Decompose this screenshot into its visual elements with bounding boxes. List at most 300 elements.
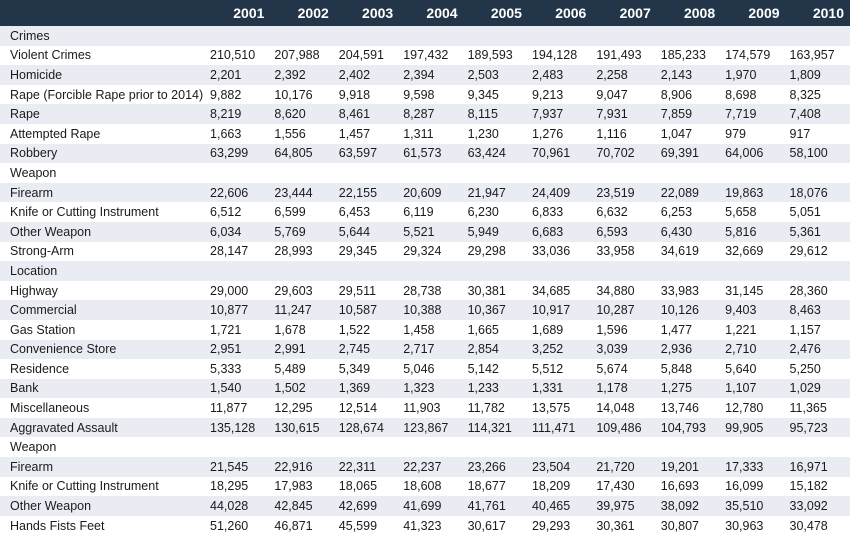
value-cell: 41,699 [399,496,463,516]
value-cell [528,261,592,281]
value-cell: 6,253 [657,202,721,222]
value-cell [335,163,399,183]
value-cell: 22,606 [206,183,270,203]
value-cell [464,163,528,183]
value-cell: 1,522 [335,320,399,340]
value-cell [206,261,270,281]
value-cell: 20,609 [399,183,463,203]
year-header: 2008 [657,0,721,26]
value-cell: 42,699 [335,496,399,516]
value-cell: 1,809 [786,65,850,85]
row-label: Other Weapon [0,222,206,242]
value-cell: 2,951 [206,340,270,360]
value-cell: 6,119 [399,202,463,222]
value-cell: 2,143 [657,65,721,85]
value-cell: 7,931 [592,104,656,124]
table-row [0,183,850,203]
value-cell: 63,424 [464,144,528,164]
value-cell: 31,145 [721,281,785,301]
value-cell: 104,793 [657,418,721,438]
value-cell: 64,805 [270,144,334,164]
value-cell: 10,587 [335,300,399,320]
year-header: 2007 [592,0,656,26]
value-cell: 29,000 [206,281,270,301]
table-header-row [0,0,850,26]
value-cell: 123,867 [399,418,463,438]
row-label: Knife or Cutting Instrument [0,202,206,222]
value-cell: 18,076 [786,183,850,203]
value-cell [721,163,785,183]
value-cell: 13,746 [657,398,721,418]
value-cell: 29,345 [335,242,399,262]
row-label: Firearm [0,457,206,477]
value-cell: 33,958 [592,242,656,262]
value-cell: 12,514 [335,398,399,418]
value-cell: 9,918 [335,85,399,105]
table-row [0,457,850,477]
value-cell: 194,128 [528,46,592,66]
row-label: Miscellaneous [0,398,206,418]
value-cell: 5,361 [786,222,850,242]
value-cell: 30,617 [464,516,528,536]
value-cell: 12,295 [270,398,334,418]
row-label: Violent Crimes [0,46,206,66]
value-cell: 5,644 [335,222,399,242]
value-cell: 1,178 [592,379,656,399]
value-cell [335,26,399,46]
value-cell [399,261,463,281]
value-cell: 10,176 [270,85,334,105]
value-cell: 8,620 [270,104,334,124]
value-cell: 30,478 [786,516,850,536]
value-cell [206,26,270,46]
table-row [0,65,850,85]
value-cell: 6,833 [528,202,592,222]
table-row [0,281,850,301]
value-cell: 1,047 [657,124,721,144]
table-row [0,46,850,66]
value-cell: 35,510 [721,496,785,516]
row-label: Knife or Cutting Instrument [0,477,206,497]
value-cell: 8,287 [399,104,463,124]
value-cell: 21,720 [592,457,656,477]
value-cell: 8,463 [786,300,850,320]
row-label: Location [0,261,206,281]
value-cell: 979 [721,124,785,144]
row-label: Highway [0,281,206,301]
value-cell: 189,593 [464,46,528,66]
year-header: 2005 [464,0,528,26]
value-cell: 22,237 [399,457,463,477]
value-cell: 917 [786,124,850,144]
value-cell: 5,674 [592,359,656,379]
value-cell [786,26,850,46]
value-cell: 33,983 [657,281,721,301]
value-cell: 1,369 [335,379,399,399]
value-cell: 70,702 [592,144,656,164]
value-cell: 9,403 [721,300,785,320]
value-cell [399,437,463,457]
value-cell: 1,502 [270,379,334,399]
value-cell [721,437,785,457]
row-label: Bank [0,379,206,399]
row-label: Hands Fists Feet [0,516,206,536]
value-cell: 197,432 [399,46,463,66]
value-cell: 1,275 [657,379,721,399]
value-cell: 9,047 [592,85,656,105]
value-cell [335,261,399,281]
value-cell: 21,545 [206,457,270,477]
table-row [0,222,850,242]
value-cell: 6,512 [206,202,270,222]
value-cell: 1,689 [528,320,592,340]
value-cell: 63,597 [335,144,399,164]
year-header: 2003 [335,0,399,26]
table-row [0,340,850,360]
value-cell: 1,663 [206,124,270,144]
value-cell: 11,782 [464,398,528,418]
value-cell: 1,323 [399,379,463,399]
value-cell: 28,147 [206,242,270,262]
value-cell: 12,780 [721,398,785,418]
value-cell: 5,658 [721,202,785,222]
value-cell: 28,993 [270,242,334,262]
table-row [0,261,850,281]
table-body [0,26,850,535]
value-cell: 63,299 [206,144,270,164]
table-row [0,398,850,418]
value-cell [592,26,656,46]
value-cell: 8,698 [721,85,785,105]
value-cell: 11,247 [270,300,334,320]
row-label: Other Weapon [0,496,206,516]
value-cell: 6,683 [528,222,592,242]
value-cell: 16,099 [721,477,785,497]
value-cell: 29,298 [464,242,528,262]
value-cell: 2,710 [721,340,785,360]
value-cell: 18,677 [464,477,528,497]
value-cell: 1,457 [335,124,399,144]
year-header: 2002 [270,0,334,26]
value-cell: 22,089 [657,183,721,203]
value-cell [464,261,528,281]
value-cell: 2,717 [399,340,463,360]
value-cell: 1,556 [270,124,334,144]
row-label: Convenience Store [0,340,206,360]
value-cell: 1,233 [464,379,528,399]
value-cell: 1,970 [721,65,785,85]
value-cell: 22,311 [335,457,399,477]
value-cell: 29,293 [528,516,592,536]
row-label: Strong-Arm [0,242,206,262]
value-cell: 69,391 [657,144,721,164]
value-cell: 109,486 [592,418,656,438]
value-cell: 19,201 [657,457,721,477]
value-cell: 6,230 [464,202,528,222]
value-cell: 8,906 [657,85,721,105]
value-cell: 1,477 [657,320,721,340]
value-cell: 14,048 [592,398,656,418]
value-cell: 5,521 [399,222,463,242]
table-row [0,300,850,320]
value-cell: 135,128 [206,418,270,438]
value-cell: 5,349 [335,359,399,379]
value-cell [592,261,656,281]
value-cell [335,437,399,457]
value-cell: 10,367 [464,300,528,320]
row-label: Crimes [0,26,206,46]
value-cell: 5,046 [399,359,463,379]
value-cell: 16,971 [786,457,850,477]
value-cell [592,437,656,457]
value-cell: 6,593 [592,222,656,242]
value-cell: 7,937 [528,104,592,124]
value-cell: 2,991 [270,340,334,360]
table-row [0,477,850,497]
table-row [0,418,850,438]
value-cell: 111,471 [528,418,592,438]
value-cell: 5,333 [206,359,270,379]
row-label: Robbery [0,144,206,164]
value-cell: 51,260 [206,516,270,536]
value-cell: 19,863 [721,183,785,203]
value-cell: 6,599 [270,202,334,222]
value-cell: 38,092 [657,496,721,516]
value-cell: 30,963 [721,516,785,536]
value-cell: 10,126 [657,300,721,320]
value-cell: 28,360 [786,281,850,301]
value-cell: 18,065 [335,477,399,497]
value-cell: 30,381 [464,281,528,301]
value-cell: 17,430 [592,477,656,497]
value-cell: 7,408 [786,104,850,124]
value-cell: 13,575 [528,398,592,418]
value-cell: 64,006 [721,144,785,164]
value-cell: 17,333 [721,457,785,477]
value-cell: 46,871 [270,516,334,536]
value-cell: 1,157 [786,320,850,340]
value-cell [657,26,721,46]
value-cell: 1,276 [528,124,592,144]
value-cell: 5,051 [786,202,850,222]
value-cell: 114,321 [464,418,528,438]
value-cell: 9,882 [206,85,270,105]
value-cell: 5,640 [721,359,785,379]
value-cell [786,261,850,281]
value-cell: 1,311 [399,124,463,144]
value-cell: 34,619 [657,242,721,262]
value-cell [528,26,592,46]
value-cell: 128,674 [335,418,399,438]
value-cell: 2,483 [528,65,592,85]
table-row [0,242,850,262]
value-cell: 10,877 [206,300,270,320]
value-cell: 2,201 [206,65,270,85]
value-cell: 18,295 [206,477,270,497]
table-row [0,202,850,222]
row-label: Aggravated Assault [0,418,206,438]
value-cell: 9,213 [528,85,592,105]
value-cell: 1,665 [464,320,528,340]
row-label: Rape (Forcible Rape prior to 2014) [0,85,206,105]
value-cell [399,26,463,46]
value-cell: 18,608 [399,477,463,497]
value-cell: 2,394 [399,65,463,85]
value-cell [206,437,270,457]
row-label: Attempted Rape [0,124,206,144]
value-cell: 2,402 [335,65,399,85]
value-cell: 5,250 [786,359,850,379]
value-cell: 8,219 [206,104,270,124]
value-cell: 5,142 [464,359,528,379]
value-cell: 9,598 [399,85,463,105]
table-row [0,85,850,105]
value-cell: 210,510 [206,46,270,66]
value-cell: 18,209 [528,477,592,497]
table-row [0,359,850,379]
value-cell: 5,816 [721,222,785,242]
table-row [0,144,850,164]
table-row [0,104,850,124]
value-cell: 30,361 [592,516,656,536]
table-row [0,163,850,183]
value-cell: 24,409 [528,183,592,203]
value-cell: 9,345 [464,85,528,105]
value-cell: 8,115 [464,104,528,124]
value-cell: 32,669 [721,242,785,262]
value-cell: 5,489 [270,359,334,379]
value-cell [399,163,463,183]
value-cell: 41,323 [399,516,463,536]
value-cell: 11,903 [399,398,463,418]
value-cell: 2,258 [592,65,656,85]
row-label: Homicide [0,65,206,85]
value-cell: 29,612 [786,242,850,262]
value-cell: 45,599 [335,516,399,536]
value-cell: 41,761 [464,496,528,516]
value-cell [270,437,334,457]
value-cell: 23,519 [592,183,656,203]
value-cell: 207,988 [270,46,334,66]
value-cell: 99,905 [721,418,785,438]
value-cell: 29,324 [399,242,463,262]
value-cell [528,163,592,183]
value-cell: 11,877 [206,398,270,418]
value-cell: 29,511 [335,281,399,301]
value-cell: 2,476 [786,340,850,360]
value-cell: 1,116 [592,124,656,144]
value-cell: 58,100 [786,144,850,164]
value-cell [786,163,850,183]
value-cell: 5,848 [657,359,721,379]
value-cell: 1,540 [206,379,270,399]
value-cell: 1,721 [206,320,270,340]
value-cell [464,437,528,457]
value-cell: 23,504 [528,457,592,477]
table-row [0,320,850,340]
value-cell: 3,039 [592,340,656,360]
value-cell: 6,034 [206,222,270,242]
value-cell: 2,392 [270,65,334,85]
value-cell: 34,880 [592,281,656,301]
value-cell: 40,465 [528,496,592,516]
value-cell: 22,155 [335,183,399,203]
year-header: 2009 [721,0,785,26]
value-cell [270,163,334,183]
value-cell: 1,221 [721,320,785,340]
value-cell: 21,947 [464,183,528,203]
value-cell: 10,917 [528,300,592,320]
table-row [0,516,850,536]
value-cell: 204,591 [335,46,399,66]
value-cell: 5,769 [270,222,334,242]
value-cell: 30,807 [657,516,721,536]
value-cell [592,163,656,183]
value-cell: 1,678 [270,320,334,340]
value-cell: 2,745 [335,340,399,360]
value-cell: 42,845 [270,496,334,516]
year-header: 2006 [528,0,592,26]
value-cell: 16,693 [657,477,721,497]
value-cell: 1,596 [592,320,656,340]
value-cell [657,163,721,183]
value-cell: 5,949 [464,222,528,242]
value-cell: 1,230 [464,124,528,144]
row-label: Firearm [0,183,206,203]
value-cell: 7,719 [721,104,785,124]
value-cell [657,261,721,281]
value-cell: 191,493 [592,46,656,66]
value-cell: 23,444 [270,183,334,203]
row-label: Residence [0,359,206,379]
value-cell: 1,331 [528,379,592,399]
row-label: Gas Station [0,320,206,340]
value-cell: 29,603 [270,281,334,301]
value-cell: 28,738 [399,281,463,301]
value-cell: 11,365 [786,398,850,418]
table-row [0,26,850,46]
value-cell: 5,512 [528,359,592,379]
value-cell [528,437,592,457]
value-cell: 2,503 [464,65,528,85]
value-cell [270,26,334,46]
row-label: Weapon [0,437,206,457]
value-cell: 3,252 [528,340,592,360]
value-cell: 33,092 [786,496,850,516]
value-cell [270,261,334,281]
value-cell: 130,615 [270,418,334,438]
year-header: 2010 [786,0,850,26]
table-row [0,437,850,457]
value-cell: 8,461 [335,104,399,124]
value-cell: 6,430 [657,222,721,242]
value-cell: 34,685 [528,281,592,301]
table-row [0,124,850,144]
value-cell: 15,182 [786,477,850,497]
value-cell: 10,287 [592,300,656,320]
table-row [0,496,850,516]
value-cell: 1,107 [721,379,785,399]
row-label: Rape [0,104,206,124]
value-cell: 1,029 [786,379,850,399]
value-cell: 44,028 [206,496,270,516]
value-cell: 185,233 [657,46,721,66]
value-cell: 39,975 [592,496,656,516]
value-cell: 22,916 [270,457,334,477]
year-header: 2004 [399,0,463,26]
year-header: 2001 [206,0,270,26]
value-cell: 95,723 [786,418,850,438]
